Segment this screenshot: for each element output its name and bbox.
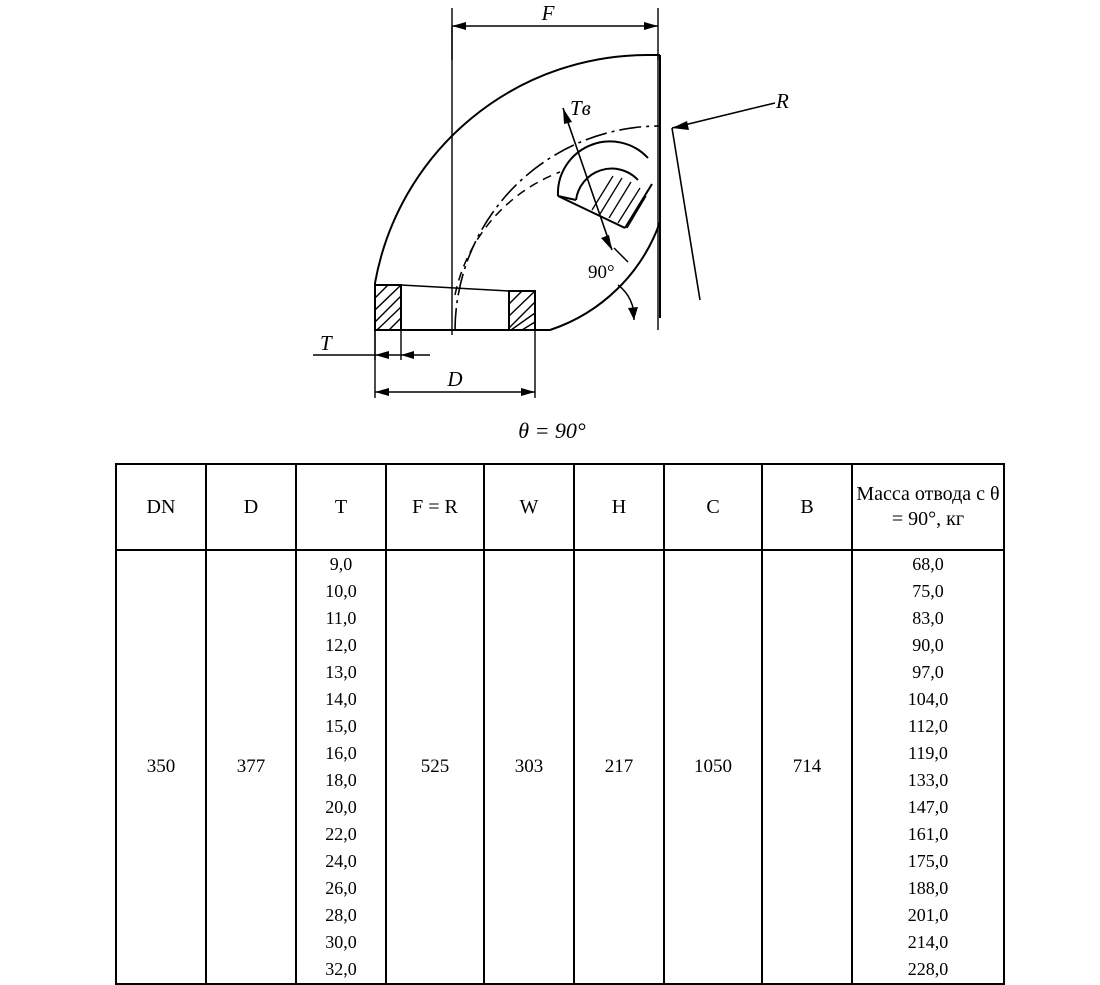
label-angle-90: 90° xyxy=(588,262,615,283)
mass-value-1: 75,0 xyxy=(912,581,944,601)
cell-f-r: 525 xyxy=(386,550,484,984)
bore-top-line xyxy=(401,285,509,291)
header-w: W xyxy=(484,464,574,550)
mass-value-6: 112,0 xyxy=(908,716,948,736)
label-T: T xyxy=(320,331,332,355)
mass-value-5: 104,0 xyxy=(907,689,949,709)
wall-thickness-value-8: 18,0 xyxy=(325,770,357,790)
wall-thickness-value-4: 13,0 xyxy=(325,662,357,682)
mass-value-15: 228,0 xyxy=(907,959,949,979)
header-mass xyxy=(852,464,1004,550)
header-b: B xyxy=(762,464,852,550)
wall-thickness-value-14: 30,0 xyxy=(325,932,357,952)
mass-value-9: 147,0 xyxy=(907,797,949,817)
header-t: T xyxy=(296,464,386,550)
mass-value-13: 201,0 xyxy=(907,905,949,925)
cell-c: 1050 xyxy=(664,550,762,984)
mass-value-4: 97,0 xyxy=(912,662,944,682)
mass-value-2: 83,0 xyxy=(912,608,944,628)
mass-value-8: 133,0 xyxy=(907,770,949,790)
wall-thickness-value-9: 20,0 xyxy=(325,797,357,817)
mass-value-12: 188,0 xyxy=(907,878,949,898)
label-R: R xyxy=(776,89,789,113)
mass-value-10: 161,0 xyxy=(907,824,949,844)
dim-Tv xyxy=(563,108,612,250)
dim-R xyxy=(672,103,775,300)
mass-value-11: 175,0 xyxy=(907,851,949,871)
elbow-drawing-svg xyxy=(0,0,1100,455)
label-D: D xyxy=(447,367,463,391)
wall-thickness-value-3: 12,0 xyxy=(325,635,357,655)
spec-table-body xyxy=(116,550,1004,984)
wall-thickness-value-0: 9,0 xyxy=(329,554,353,574)
header-c: C xyxy=(664,464,762,550)
mass-values-stack xyxy=(853,551,1003,983)
header-mass-line2: с θ = 90°, кг xyxy=(891,483,1000,530)
bore-dashed-arc xyxy=(455,172,560,295)
wall-section-left xyxy=(375,285,401,330)
label-Tv: Tв xyxy=(570,96,591,120)
cell-b: 714 xyxy=(762,550,852,984)
wall-thickness-value-1: 10,0 xyxy=(325,581,357,601)
header-f-r: F = R xyxy=(386,464,484,550)
cell-dn: 350 xyxy=(116,550,206,984)
outer-arc xyxy=(375,55,652,330)
mass-value-14: 214,0 xyxy=(907,932,949,952)
cell-h: 217 xyxy=(574,550,664,984)
angle-arc xyxy=(614,248,638,320)
wall-thickness-value-12: 26,0 xyxy=(325,878,357,898)
cell-t-list xyxy=(296,550,386,984)
drawing-caption: θ = 90° xyxy=(518,418,586,443)
table-header-row xyxy=(116,464,1004,550)
cell-mass-list xyxy=(852,550,1004,984)
elbow-drawing xyxy=(0,0,1100,455)
section-base-line xyxy=(558,196,625,228)
t-values-stack xyxy=(297,551,385,983)
mass-value-0: 68,0 xyxy=(912,554,944,574)
spec-table-container xyxy=(115,463,1000,985)
cell-w: 303 xyxy=(484,550,574,984)
dim-F xyxy=(452,8,658,60)
wall-thickness-value-13: 28,0 xyxy=(325,905,357,925)
wall-thickness-value-6: 15,0 xyxy=(325,716,357,736)
wall-thickness-value-10: 22,0 xyxy=(325,824,357,844)
hatch-section-upper xyxy=(592,176,646,228)
header-mass-line1: Масса отвода xyxy=(856,483,972,505)
label-F: F xyxy=(541,1,555,25)
hatch-left xyxy=(375,285,401,330)
mass-value-3: 90,0 xyxy=(912,635,944,655)
cell-d: 377 xyxy=(206,550,296,984)
header-d: D xyxy=(206,464,296,550)
header-h: H xyxy=(574,464,664,550)
wall-thickness-value-2: 11,0 xyxy=(325,608,357,628)
wall-thickness-value-11: 24,0 xyxy=(325,851,357,871)
wall-thickness-value-15: 32,0 xyxy=(325,959,357,979)
table-row xyxy=(116,550,1004,984)
wall-thickness-value-7: 16,0 xyxy=(325,743,357,763)
spec-table xyxy=(115,463,1005,985)
wall-thickness-value-5: 14,0 xyxy=(325,689,357,709)
mass-value-7: 119,0 xyxy=(908,743,948,763)
header-dn: DN xyxy=(116,464,206,550)
spec-table-head xyxy=(116,464,1004,550)
hatch-right xyxy=(509,291,535,330)
